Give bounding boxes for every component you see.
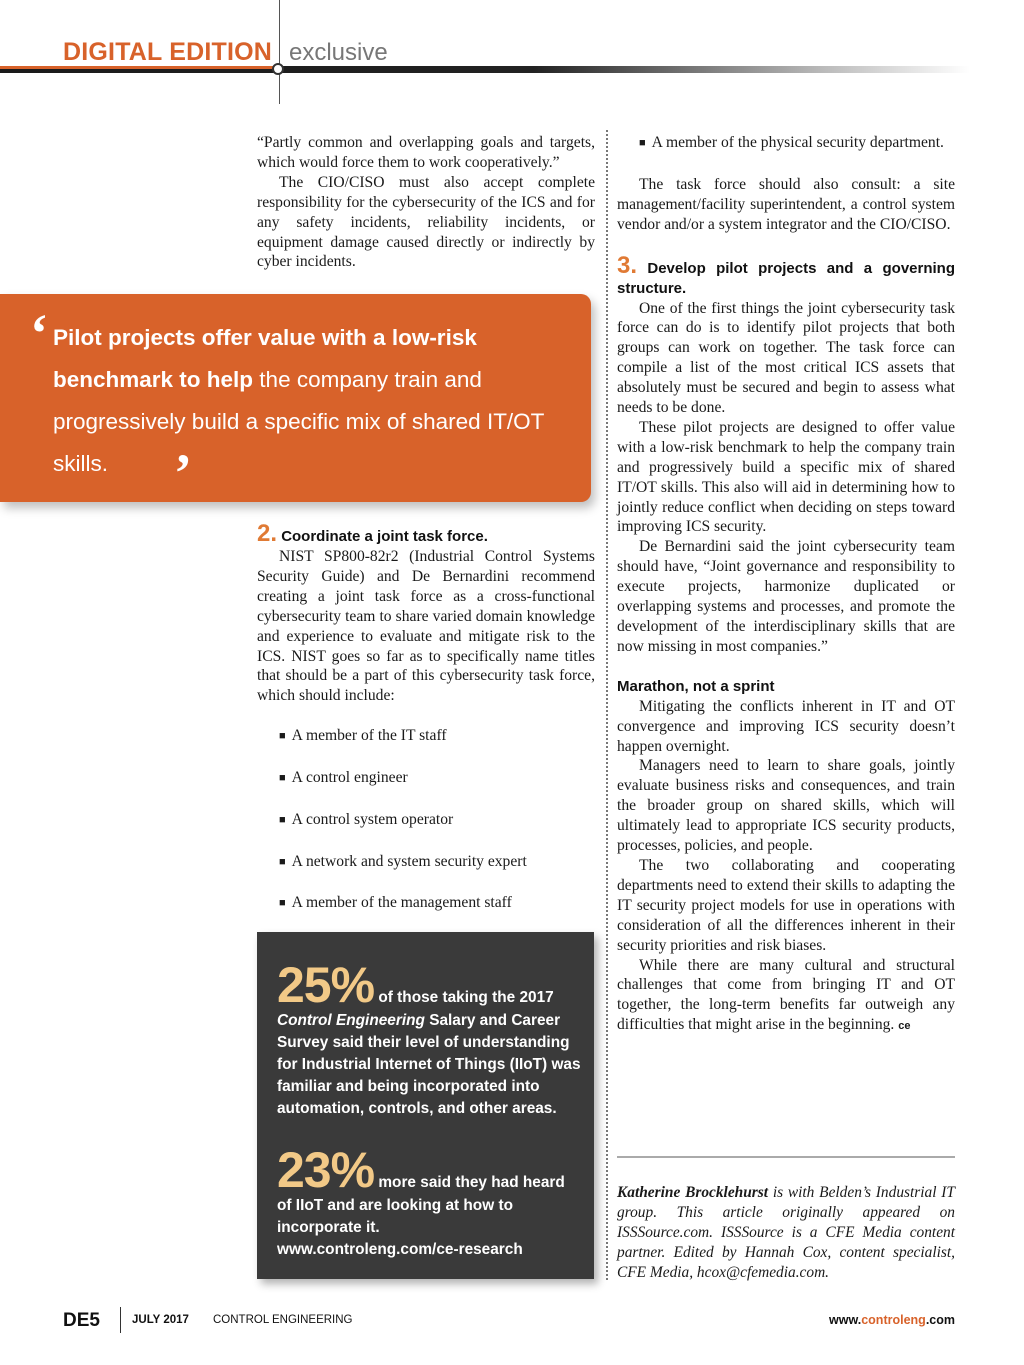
stat-1-value: 25% (277, 957, 375, 1013)
pull-quote (53, 317, 573, 485)
open-quote-icon: ‘ (30, 303, 48, 363)
website-link[interactable] (829, 1313, 955, 1327)
subheading: Marathon, not a sprint (617, 677, 775, 695)
paragraph: The two collaborating and cooperating departments need to extend their skills to adapting the IT security project models for use in operations with consideration of all the differences inherent in their security priorities and risk biases. (617, 856, 955, 954)
end-mark: ce (898, 1020, 911, 1033)
right-column (617, 133, 955, 1037)
url-suffix: .com (925, 1313, 955, 1327)
pull-quote-rest: the company train and progressively build a specific mix of shared IT/OT skills. (53, 367, 545, 476)
section-number: 2. (257, 520, 278, 547)
paragraph: One of the first things the joint cybersecurity task force can do is to identify pilot projects that both groups can work on together. The task force can compile a list of the most critical ICS assets that absolutely must be secured and begin to assess what needs to be done. (617, 299, 955, 417)
section-number: 3. (617, 251, 638, 279)
magazine-name: CONTROL ENGINEERING (213, 1314, 353, 1326)
stat-1 (277, 957, 582, 1120)
stat-2-value: 23% (277, 1142, 375, 1198)
column-divider (606, 130, 608, 1280)
header-rule-dot (272, 63, 284, 75)
issue-date: JULY 2017 (132, 1314, 189, 1326)
bio-rule (617, 1156, 955, 1158)
stat-2 (277, 1142, 582, 1261)
author-name: Katherine Brocklehurst (617, 1184, 769, 1201)
paragraph: These pilot projects are designed to offer value with a low-risk benchmark to help the company train and progressively build a specific mix of shared IT/OT skills. This also will aid in determining how to jointly reduce conflict when deciding on steps toward improving ICS security. (617, 418, 955, 536)
stat-1-text-b: Salary and Career Survey said their level of understanding for Industrial Internet of Things (IIoT) was familiar and being incorporated into automation, controls, and other areas. (277, 1012, 581, 1117)
paragraph: Managers need to learn to share goals, jointly evaluate business risks and consequences, and train the broader group on shared skills, which will ultimately lead to appropriate ICS security products, processes, policies, and people. (617, 757, 955, 855)
author-bio (617, 1183, 955, 1283)
paragraph: The CIO/CISO must also accept complete responsibility for the cybersecurity of the ICS and for any safety incidents, reliability incidents, or equipment damage caused directly or indirectly by cyber incidents. (257, 173, 595, 271)
stat-2-text: more said they had heard of IIoT and are looking at how to incorporate it. (277, 1174, 565, 1236)
stat-1-text-a: of those taking the 2017 (378, 989, 554, 1006)
left-column-top (257, 133, 595, 272)
header-section: exclusive (289, 39, 388, 66)
paragraph: The task force should also consult: a site management/facility superintendent, a control system vendor and/or a system integrator and the CIO/CISO. (617, 175, 955, 233)
close-quote-icon: ’ (174, 443, 192, 503)
paragraph: NIST SP800-82r2 (Industrial Control Systems Security Guide) and De Bernardini recommend creating a joint task force as a cross-functional cybersecurity team to share varied domain knowledge and experience to evaluate and mitigate risk to the ICS. NIST goes so far as to specifically name titles that should be a part of this cybersecurity task force, which should include: (257, 548, 595, 705)
header-brand: DIGITAL EDITION (63, 38, 273, 66)
bio-text: is with Belden’s Industrial IT group. This article originally appeared on ISSSource.com. ISSSource is a CFE Media content partner. Edited by Hannah Cox, content specialist, CFE Media, hcox@cfemedia.com. (617, 1184, 955, 1281)
pull-quote-bold: Pilot projects offer value with a low-risk benchmark to help (53, 325, 477, 392)
stat-1-text-italic: Control Engineering (277, 1012, 425, 1029)
url-brand: controleng (861, 1313, 926, 1327)
paragraph (617, 956, 955, 1038)
header-rule-accent (0, 66, 280, 69)
closing-text: While there are many cultural and structural challenges that come from bringing IT and OT together, the long-term benefits far outweigh any difficulties that might arise in the beginning. (617, 956, 955, 1034)
list-item: ■ A control engineer (257, 768, 595, 790)
section-title: Develop pilot projects and a governing structure. (617, 259, 955, 297)
left-column-section-2 (257, 520, 595, 915)
section-heading (257, 520, 595, 547)
paragraph: Mitigating the conflicts inherent in IT and OT convergence and improving ICS security doesn’t happen overnight. (617, 697, 955, 755)
list-item: ■ A control system operator (257, 810, 595, 832)
paragraph: De Bernardini said the joint cybersecurity team should have, “Joint governance and responsibility to execute projects, harmonize duplicated or overlapping systems and processes, and promote the development of the interdisciplinary skills that are now missing in most companies.” (617, 538, 955, 655)
list-item: ■ A member of the IT staff (257, 726, 595, 748)
footer-divider (120, 1307, 121, 1333)
section-heading (617, 251, 955, 299)
page-number: DE5 (63, 1310, 100, 1331)
stat-link[interactable]: www.controleng.com/ce-research (277, 1241, 523, 1258)
url-prefix: www. (829, 1313, 862, 1327)
section-title: Coordinate a joint task force. (281, 528, 488, 545)
list-item: ■ A member of the physical security department. (617, 133, 955, 155)
list-item: ■ A network and system security expert (257, 852, 595, 874)
header-divider (279, 0, 280, 104)
paragraph: “Partly common and overlapping goals and targets, which would force them to work cooperatively.” (257, 134, 595, 171)
list-item: ■ A member of the management staff (257, 893, 595, 915)
